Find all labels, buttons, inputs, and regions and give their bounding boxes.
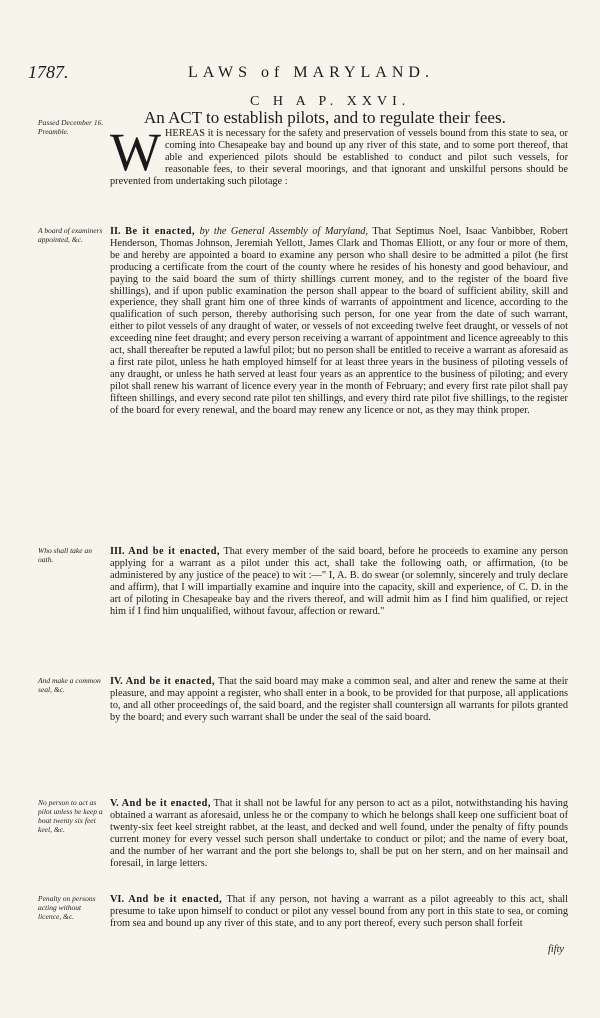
section-5	[110, 798, 568, 869]
running-title: LAWS of MARYLAND.	[188, 64, 434, 81]
section-2-enact: Be it enacted,	[125, 226, 196, 237]
section-4-text: That the said board may make a common seal, and alter and renew the same at their pleasure, and may appoint a register, who shall enter in a book, to be provided for that purpose, all applications to, and all other proceedings of, the said board, and the register shall countersign all warrants for pilots granted by the board; and every such warrant shall be under the seal of the said board.	[110, 676, 569, 723]
section-4-number: IV.	[110, 676, 123, 687]
margin-note-penalty: Penalty on persons acting without licence, &c.	[38, 894, 96, 921]
chapter-label: C H A P. XXVI.	[250, 94, 411, 109]
section-5-text: That it shall not be lawful for any person to act as a pilot, notwithstanding his having obtained a warrant as aforesaid, unless he or the company to which he belongs shall keep one sufficient boat of twenty-six feet keel streight rabbet, at the least, and decked and well found, under the penalty of fifty pounds current money for every vessel such person shall undertake to conduct or pilot; and the name of every boat, and the number of her warrant and the port she belongs to, shall be put on her stern, and on her mainsail and foresail, in large letters.	[110, 798, 569, 869]
preamble-paragraph	[110, 122, 568, 188]
margin-note-seal: And make a common seal, &c.	[38, 676, 101, 694]
catchword: fifty	[547, 944, 564, 955]
section-5-enact: And be it enacted,	[121, 798, 211, 809]
page-header	[28, 62, 580, 86]
section-3-enact: And be it enacted,	[128, 546, 221, 557]
section-3-number: III.	[110, 546, 125, 557]
page-year: 1787.	[28, 62, 69, 82]
drop-cap: W	[110, 122, 161, 182]
act-title: An ACT to establish pilots, and to regulate their fees.	[144, 108, 506, 127]
section-4	[110, 676, 568, 724]
margin-note-boat: No person to act as pilot unless he keep a boat twenty six feet keel, &c.	[38, 798, 103, 834]
section-2-authority: by the General Assembly of Maryland,	[199, 226, 368, 237]
section-3	[110, 546, 568, 617]
section-6-number: VI.	[110, 894, 125, 905]
margin-note-board: A board of examiners appointed, &c.	[38, 226, 103, 244]
preamble-text: HEREAS it is necessary for the safety and preservation of vessels bound from this state to sea, or coming into Chesapeake bay and bound up any river of this state, and to some port thereof, that able and experienced pilots should be established to conduct and pilot such vessels, for reasonable fees, to their several moorings, and that ignorant and unskilful persons should be prevented from undertaking such pilotage :	[110, 128, 568, 187]
section-2-number: II.	[110, 226, 121, 237]
section-3-text: That every member of the said board, before he proceeds to examine any person applying for a warrant as a pilot under this act, shall take the following oath, or affirmation, (to be administered by any justice of the peace) to wit :—" I, A. B. do swear (or solemnly, sincerely and truly declare and affirm), that I will impartially examine and inquire into the capacity, skill and experience, of C. D. in the art of piloting in Chesapeake bay and the rivers thereof, and will admit him as I find him qualified, or reject him if I find him unqualified, without favour, affection or reward."	[110, 546, 568, 617]
margin-note-oath: Who shall take an oath.	[38, 546, 92, 564]
section-6-enact: And be it enacted,	[128, 894, 223, 905]
section-5-number: V.	[110, 798, 119, 809]
section-6	[110, 894, 568, 930]
section-2	[110, 226, 568, 417]
section-6-text: That if any person, not having a warrant as a pilot agreeably to this act, shall presume to take upon himself to conduct or pilot any vessel bound from any port in this state to sea, or coming from sea and bound up any river of this state, and to any port thereof, every such person shall forfeit	[110, 894, 568, 929]
margin-note-preamble: Passed December 16. Preamble.	[38, 118, 104, 136]
section-2-text: That Septimus Noel, Isaac Vanbibber, Robert Henderson, Thomas Johnson, Jeremiah Yellott, James Clark and Thomas Elliott, or any four or more of them, be and hereby are appointed a board to examine any person who shall desire to be admitted a pilot (he first producing a certificate from the court of the county where he resides of his honesty and good behaviour, and paying to the said board the sum of thirty shillings current money, and to the register of the board five shillings), and if upon public examination the person shall appear to the board of sufficient ability, skill and experience, they shall grant him one of three kinds of warrants of appointment and licence, according to the qualification of such person, thereby authorising such person, for one year from the date of such warrant, either to pilot vessels of any draught of water, or vessels of not exceeding twelve feet draught, or vessels of not exceeding nine feet draught; and every person receiving a warrant of appointment and licence agreeably to this act, shall thereafter be reputed a lawful pilot; but no person shall be entitled to receive a warrant as aforesaid as a first rate pilot, unless he hath employed himself for at least three years in the business of piloting vessels of any draught, or unless he hath served at least four years as an apprentice to the business of piloting; and every pilot shall renew his warrant of licence every year in the month of February; and every first rate pilot shall pay fifteen shillings, and every second rate pilot ten shillings, and every third rate pilot five shillings, to the register of the board for every renewal, and the board may renew any licence or not, as they may think proper.	[110, 226, 569, 416]
section-4-enact: And be it enacted,	[125, 676, 216, 687]
